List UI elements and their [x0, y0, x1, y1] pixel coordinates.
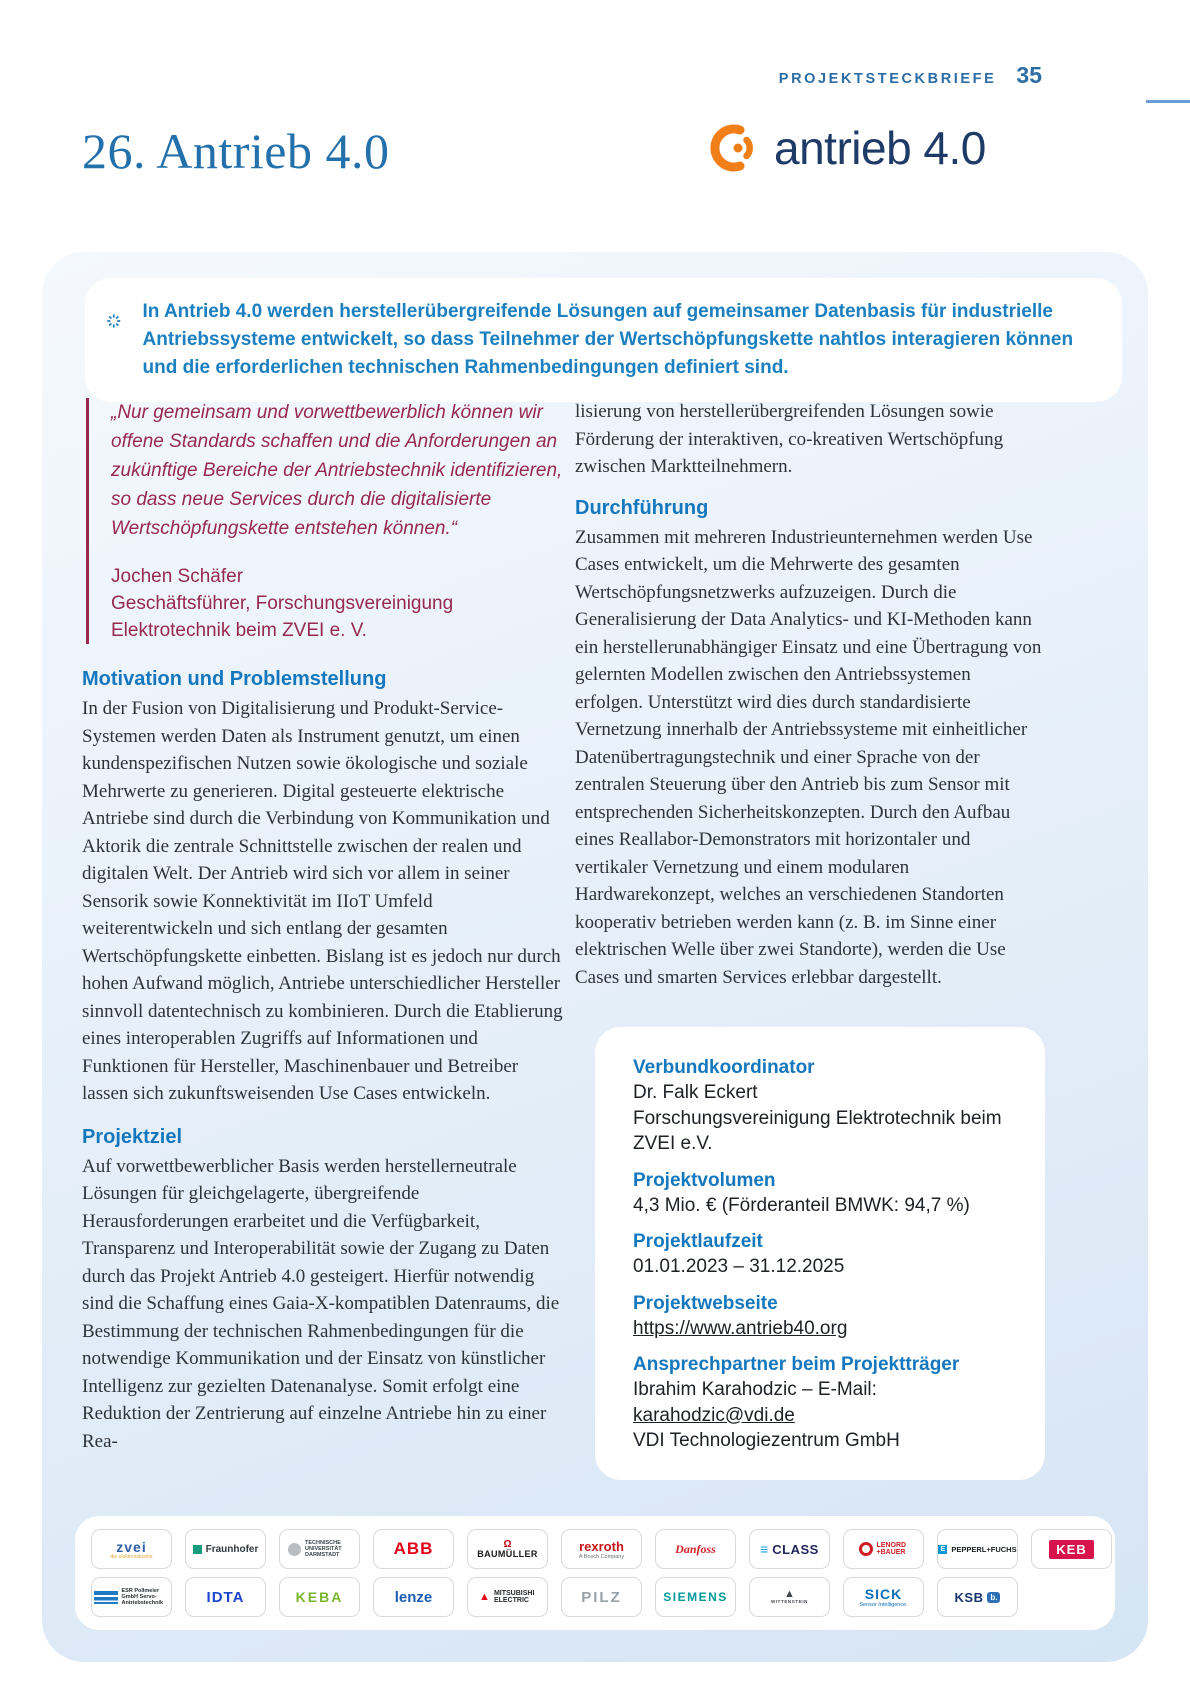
logo-lenord-bauer — [843, 1529, 924, 1569]
info-link[interactable]: karahodzic@vdi.de — [633, 1404, 795, 1426]
info-text: 01.01.2023 – 31.12.2025 — [633, 1256, 845, 1277]
idta-logo-content — [207, 1589, 245, 1606]
section-label: PROJEKTSTECKBRIEFE — [778, 71, 997, 87]
logo-sick — [843, 1577, 924, 1617]
info-value — [633, 1080, 1017, 1106]
logo-danfoss — [655, 1529, 736, 1569]
project-info-card — [595, 1027, 1045, 1480]
quote-text: „Nur gemeinsam und vorwettbewerblich können wir offene Standards schaffen und die Anforderungen an zukünftige Bereiche der Antriebstechnik identifizieren, so dass neue Services durch die digitalisierte Wertschöpfungskette entstehen können.“ — [111, 402, 563, 539]
logo-eclass — [749, 1529, 830, 1569]
abb-logo-content — [394, 1539, 434, 1559]
mitsubishi-electric-wordmark: MITSUBISHI ELECTRIC — [493, 1589, 535, 1604]
rexroth-logo-content — [579, 1539, 624, 1554]
logo-zvei — [91, 1529, 172, 1569]
lenze-wordmark: lenze — [394, 1588, 433, 1606]
baumueller-wordmark: BAUMÜLLER — [477, 1548, 538, 1559]
lenord-bauer-logo-content — [859, 1542, 909, 1556]
logo-abb — [373, 1529, 454, 1569]
lenord-bauer-icon — [859, 1542, 873, 1556]
keba-wordmark: KEBA — [295, 1589, 344, 1605]
eclass-icon: ≡ — [760, 1541, 769, 1557]
logo-keb — [1031, 1529, 1112, 1569]
intro-text: In Antrieb 4.0 werden herstellerübergreifende Lösungen auf gemeinsamer Datenbasis für industrielle Antriebssysteme entwickelt, so dass Teilnehmer der Wertschöpfungskette nahtlos interagieren können und die erforderlichen technischen Rahmenbedingungen definiert sind. — [142, 301, 1074, 378]
esr-pollmeier-wordmark: ESR Pollmeier GmbH Servo-Antriebstechnik — [121, 1588, 164, 1606]
sick-wordmark: SICK — [864, 1586, 903, 1602]
logo-tu-darmstadt — [279, 1529, 360, 1569]
tu-darmstadt-logo-content — [288, 1540, 351, 1558]
logo-ksb — [937, 1577, 1018, 1617]
paragraph-motivation: In der Fusion von Digitalisierung und Produkt-Service-Systemen werden Daten als Instrument genutzt, um einen kundenspezifischen Nutzen sowie ökologische und soziale Mehrwerte zu generieren. Digital gesteuerte elektrische Antriebe sind durch die Verbindung von Kommunikation und Aktorik die zentrale Schnittstelle zwischen der realen und digitalen Welt. Der Antrieb wird sich vor allem in seiner Sensorik sowie Konnektivität im IIoT Umfeld weiterentwickeln und sich entlang der gesamten Wertschöpfungskette einbetten. Bislang ist es jedoch nur durch hohen Aufwand möglich, Antriebe unterschiedlicher Hersteller sinnvoll datentechnisch zu kombinieren. Durch die Etablierung eines interoperablen Zugriffs auf Informationen und Funktionen für Hersteller, Maschinenbauer und Betreiber lassen sich zukunftsweisenden Use Cases entwickeln. — [82, 698, 563, 1104]
zvei-subtext: die elektroindustrie — [110, 1553, 153, 1560]
ksb-logo-content — [955, 1590, 1001, 1605]
wittenstein-wordmark: WITTENSTEIN — [770, 1599, 809, 1604]
left-column — [82, 398, 564, 1461]
mitsubishi-electric-logo-content — [479, 1590, 536, 1605]
partner-logo-strip — [75, 1516, 1115, 1630]
info-text: Dr. Falk Eckert — [633, 1082, 758, 1103]
logo-lenze — [373, 1577, 454, 1617]
info-text: 4,3 Mio. € (Förderanteil BMWK: 94,7 %) — [633, 1194, 970, 1216]
quote-role-line2: Elektrotechnik beim ZVEI e. V. — [111, 620, 367, 641]
info-value — [633, 1106, 1017, 1157]
info-text: VDI Technologiezentrum GmbH — [633, 1430, 900, 1451]
tu-darmstadt-wordmark: TECHNISCHE UNIVERSITÄT DARMSTADT — [305, 1540, 342, 1558]
logo-row-2 — [91, 1577, 1099, 1617]
info-text: Forschungsvereinigung Elektrotechnik beim ZVEI e.V. — [633, 1107, 1002, 1154]
quote-block — [86, 398, 564, 644]
logo-wittenstein — [749, 1577, 830, 1617]
baumueller-logo-content — [477, 1540, 538, 1559]
wittenstein-icon: ▲ — [784, 1588, 795, 1600]
info-label: Projektvolumen — [633, 1169, 776, 1191]
paragraph-durchfuehrung: Zusammen mit mehreren Industrieunternehmen werden Use Cases entwickelt, um die Mehrwerte des gesamten Wertschöpfungsnetzwerks aufzuzeigen. Durch die Generalisierung der Data Analytics- und KI-Methoden kann ein herstellerunabhängiger Einsatz und eine Übertragung von gelernten Modellen zwischen den Antriebssystemen erfolgen. Unterstützt wird dies durch standardisierte Vernetzung innerhalb der Antriebssysteme mit einheitlicher Datenübertragungstechnik und einer Sprache von der zentralen Steuerung über den Antrieb bis zum Sensor mit entsprechenden Sicherheitskonzepten. Durch den Aufbau eines Reallabor-Demonstrators mit horizontaler und vertikaler Vernetzung und einem modularen Hardwarekonzept, welches an verschiedenen Standorten kooperativ betrieben werden kann (z. B. im Sinne einer elektrischen Welle über zwei Standorte), werden die Use Cases und smarten Services erlebbar dargestellt. — [575, 526, 1042, 988]
page-header — [779, 62, 1042, 89]
info-value — [633, 1316, 1017, 1342]
sparkle-icon — [105, 298, 123, 344]
rexroth-wordmark: rexroth — [579, 1538, 624, 1554]
right-column — [575, 398, 1043, 1480]
wittenstein-logo-content — [771, 1590, 808, 1604]
esr-pollmeier-logo-content — [94, 1588, 170, 1606]
siemens-wordmark: SIEMENS — [663, 1590, 728, 1604]
page-title: 26. Antrieb 4.0 — [82, 123, 390, 179]
logo-rexroth — [561, 1529, 642, 1569]
quote-author: Jochen Schäfer — [111, 566, 244, 587]
lenord-bauer-wordmark: LENORD +BAUER — [876, 1542, 907, 1556]
info-label: Ansprechpartner beim Projektträger — [633, 1354, 960, 1375]
rexroth-subtext: A Bosch Company — [578, 1553, 625, 1560]
paragraph-projektziel: Auf vorwettbewerblicher Basis werden herstellerneutrale Lösungen für gleichgelagerte, übergreifende Herausforderungen erarbeitet und die Verfügbarkeit, Transparenz und Interoperabilität sowie der Zugang zu Daten durch das Projekt Antrieb 4.0 gesteigert. Hierfür notwendig sind die Schaffung eines Gaia-X-kompatiblen Datenraums, die Bestimmung der technischen Rahmenbedingungen für die notwendige Kommunikation und der Einsatz von künstlicher Intelligenz zur gezielten Datenanalyse. Somit erfolgt eine Reduktion der Zentrierung auf einzelne Antriebe hin zu einer Rea- — [82, 1155, 560, 1452]
quote-role-line1: Geschäftsführer, Forschungsvereinigung — [111, 593, 454, 614]
lenze-logo-content — [395, 1589, 433, 1606]
idta-wordmark: IDTA — [206, 1588, 245, 1606]
info-text: Ibrahim Karahodzic – E-Mail: — [633, 1379, 877, 1400]
pepperl-fuchs-logo-content — [938, 1545, 1016, 1554]
logo-baumueller — [467, 1529, 548, 1569]
logo-idta — [185, 1577, 266, 1617]
ksb-icon: b. — [987, 1592, 1000, 1603]
tu-darmstadt-icon — [288, 1543, 301, 1556]
zvei-logo-content — [116, 1539, 146, 1555]
info-label: Projektwebseite — [633, 1292, 778, 1314]
keb-logo-content — [1049, 1540, 1093, 1559]
pepperl-fuchs-icon: E — [938, 1545, 947, 1554]
logo-pilz — [561, 1577, 642, 1617]
antrieb40-logo-icon — [700, 120, 758, 176]
danfoss-wordmark: Danfoss — [675, 1541, 716, 1556]
abb-wordmark: ABB — [393, 1539, 434, 1558]
heading-projektziel: Projektziel — [82, 1125, 183, 1148]
header-rule — [1146, 100, 1190, 103]
info-value — [633, 1428, 1017, 1454]
sick-logo-content — [865, 1586, 902, 1602]
mitsubishi-electric-icon: ▲ — [479, 1590, 490, 1603]
logo-pepperl-fuchs — [937, 1529, 1018, 1569]
eclass-logo-content — [760, 1542, 819, 1557]
keb-wordmark: KEB — [1049, 1540, 1093, 1559]
antrieb40-logo — [700, 120, 986, 176]
logo-esr-pollmeier — [91, 1577, 172, 1617]
logo-fraunhofer — [185, 1529, 266, 1569]
antrieb40-logo-text: antrieb 4.0 — [774, 122, 986, 174]
info-link[interactable]: https://www.antrieb40.org — [633, 1317, 848, 1339]
ksb-wordmark: KSB — [954, 1589, 984, 1605]
zvei-wordmark: zvei — [116, 1538, 147, 1555]
sick-subtext: Sensor Intelligence. — [859, 1602, 908, 1608]
fraunhofer-icon — [193, 1545, 202, 1554]
eclass-wordmark: CLASS — [772, 1541, 819, 1557]
baumueller-icon: Ω — [503, 1538, 512, 1550]
logo-keba — [279, 1577, 360, 1617]
quote-role — [111, 590, 564, 644]
page-number: 35 — [1016, 62, 1042, 88]
info-label: Projektlaufzeit — [633, 1231, 763, 1252]
keba-logo-content — [296, 1589, 344, 1605]
esr-pollmeier-icon — [94, 1591, 118, 1604]
info-value — [633, 1193, 1017, 1219]
siemens-logo-content — [663, 1590, 728, 1604]
logo-row-1 — [91, 1529, 1099, 1569]
logo-siemens — [655, 1577, 736, 1617]
heading-durchfuehrung: Durchführung — [575, 496, 709, 519]
logo-mitsubishi-electric — [467, 1577, 548, 1617]
pepperl-fuchs-wordmark: PEPPERL+FUCHS — [951, 1544, 1017, 1554]
info-value — [633, 1254, 1017, 1280]
fraunhofer-wordmark: Fraunhofer — [205, 1543, 259, 1555]
heading-motivation: Motivation und Problemstellung — [82, 668, 387, 690]
info-label: Verbundkoordinator — [633, 1057, 815, 1078]
fraunhofer-logo-content — [193, 1544, 259, 1555]
paragraph-continuation: lisierung von herstellerübergreifenden Lösungen sowie Förderung der interaktiven, co-kreativen Wertschöpfung zwischen Marktteilnehmern. — [575, 401, 1004, 477]
pilz-logo-content — [581, 1589, 622, 1606]
intro-box — [85, 278, 1122, 402]
danfoss-logo-content — [675, 1542, 716, 1557]
info-value — [633, 1377, 1017, 1428]
pilz-wordmark: PILZ — [581, 1588, 622, 1606]
